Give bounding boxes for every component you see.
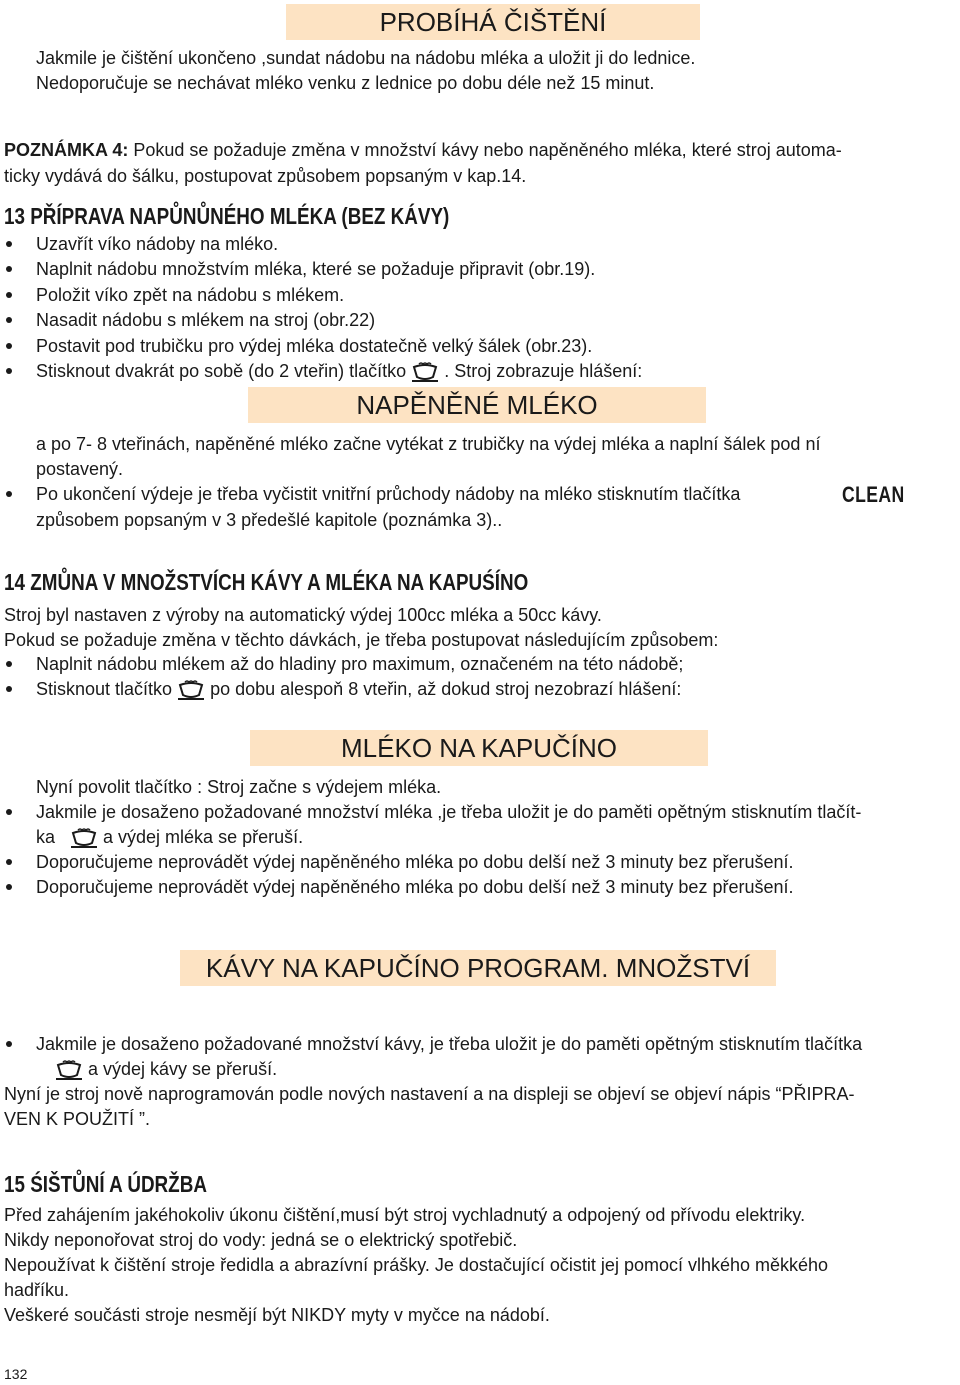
note-4-line-2: ticky vydává do šálku, postupovat způsobem popsaným v kap.14. — [4, 166, 527, 186]
section-13-after-box-2: postavený. — [36, 459, 124, 479]
section-14-bullet-1: Naplnit nádobu mlékem až do hladiny pro maximum, označeném na této nádobě; — [36, 654, 684, 674]
note-4-label: POZNÁMKA 4: — [4, 140, 129, 160]
program-bullet-1-cont — [36, 1057, 277, 1081]
section-13-bullet-6-text-b: . Stroj zobrazuje hlášení: — [444, 361, 643, 381]
program-quantity-status-box — [180, 950, 776, 986]
section-15-p1: Před zahájením jakéhokoliv úkonu čištění,musí být stroj vychladnutý a odpojený od přívodu elektriky. — [4, 1205, 806, 1225]
cappuccino-cup-icon — [410, 361, 440, 383]
cappuccino-cup-icon — [54, 1059, 84, 1081]
note-4-text: Pokud se požaduje změna v množství kávy nebo napěněného mléka, které stroj automa- — [128, 140, 842, 160]
cleaning-status-title: PROBÍHÁ ČIŠTĚNÍ — [379, 7, 607, 37]
section-15-p3a: Nepoužívat k čištění stroje ředidla a abrazívní prášky. Je dostačující očistit jej pomocí vlhkého měkkého — [4, 1255, 829, 1275]
program-quantity-status-title: KÁVY NA KAPUČÍNO PROGRAM. MNOŽSTVÍ — [205, 953, 751, 983]
program-p2: VEN K POUŽITÍ ”. — [4, 1109, 151, 1129]
section-13-bullet-1: Uzavřít víko nádoby na mléko. — [36, 234, 279, 254]
section-15-heading: 15 ŚIŠTŮNÍ A ÚDRŽBA — [4, 1171, 207, 1197]
section-15-p3b: hadříku. — [4, 1280, 70, 1300]
section-13-bullet-4: Nasadit nádobu s mlékem na stroj (obr.22) — [36, 310, 376, 330]
section-15-p4: Veškeré součásti stroje nesmějí být NIKDY myty v myčce na nádobí. — [4, 1305, 550, 1325]
section-14-bullet-2 — [36, 677, 681, 701]
page-number: 132 — [4, 1366, 28, 1382]
section-14-p3: Nyní povolit tlačítko : Stroj začne s výdejem mléka. — [36, 777, 442, 797]
section-13-bullet-7-cont: způsobem popsaným v 3 předešlé kapitole (poznámka 3).. — [36, 510, 503, 530]
frothed-milk-status-title: NAPĚNĚNÉ MLÉKO — [356, 390, 598, 420]
cleaning-line-1: Jakmile je čištění ukončeno ,sundat nádobu na nádobu mléka a uložit ji do lednice. — [36, 48, 696, 68]
section-13-heading: 13 PŘÍPRAVA NAPŮNŮNÉHO MLÉKA (BEZ KÁVY) — [4, 203, 450, 229]
program-bullet-1-text-b: a výdej kávy se přeruší. — [88, 1059, 278, 1079]
section-14-bullet-3-text-b2: a výdej mléka se přeruší. — [103, 827, 304, 847]
program-p1: Nyní je stroj nově naprogramován podle nových nastavení a na displeji se objeví se objeví nápis “PŘIPRA- — [4, 1084, 855, 1104]
section-14-bullet-5: Doporučujeme neprovádět výdej napěněného mléka po dobu delší než 3 minuty bez přerušení. — [36, 877, 794, 897]
section-14-bullet-3-cont — [36, 825, 303, 849]
section-13-bullet-6-text-a: Stisknout dvakrát po sobě (do 2 vteřin) tlačítko — [36, 361, 407, 381]
section-14-heading: 14 ZMŮNA V MNOŽSTVÍCH KÁVY A MLÉKA NA KAPUŚÍNO — [4, 569, 529, 595]
section-14-bullet-3-text-b1: ka — [36, 827, 56, 847]
section-13-bullet-5: Postavit pod trubičku pro výdej mléka dostatečně velký šálek (obr.23). — [36, 336, 593, 356]
section-14-bullet-3: Jakmile je dosaženo požadované množství mléka ,je třeba uložit je do paměti opětným stisknutím tlačít- — [36, 802, 862, 822]
section-15-p2: Nikdy neponořovat stroj do vody: jedná se o elektrický spotřebič. — [4, 1230, 518, 1250]
section-13-bullet-2: Naplnit nádobu množstvím mléka, které se požaduje připravit (obr.19). — [36, 259, 596, 279]
section-13-bullet-3: Položit víko zpět na nádobu s mlékem. — [36, 285, 345, 305]
cappuccino-cup-icon — [69, 827, 99, 849]
clean-button-label: CLEAN — [842, 482, 905, 507]
section-13-after-box-1: a po 7- 8 vteřinách, napěněné mléko začne vytékat z trubičky na výdej mléka a naplní šálek pod ní — [36, 434, 821, 454]
note-4-line-1 — [4, 138, 842, 162]
section-14-bullet-2-text-b: po dobu alespoň 8 vteřin, až dokud stroj nezobrazí hlášení: — [210, 679, 682, 699]
cleaning-line-2: Nedoporučuje se nechávat mléko venku z lednice po dobu déle než 15 minut. — [36, 73, 655, 93]
section-13-bullet-7: Po ukončení výdeje je třeba vyčistit vnitřní průchody nádoby na mléko stisknutím tlačítka — [36, 484, 741, 504]
cleaning-status-box — [286, 4, 700, 40]
frothed-milk-status-box — [248, 387, 706, 423]
milk-cappuccino-status-box — [250, 730, 708, 766]
cappuccino-cup-icon — [176, 679, 206, 701]
milk-cappuccino-status-title: MLÉKO NA KAPUČÍNO — [341, 733, 617, 763]
program-bullet-1: Jakmile je dosaženo požadované množství kávy, je třeba uložit je do paměti opětným stisknutím tlačítka — [36, 1034, 863, 1054]
section-14-p2: Pokud se požaduje změna v těchto dávkách, je třeba postupovat následujícím způsobem: — [4, 630, 719, 650]
section-13-bullet-6 — [36, 359, 642, 383]
section-14-bullet-4: Doporučujeme neprovádět výdej napěněného mléka po dobu delší než 3 minuty bez přerušení. — [36, 852, 794, 872]
section-14-p1: Stroj byl nastaven z výroby na automatický výdej 100cc mléka a 50cc kávy. — [4, 605, 602, 625]
section-14-bullet-2-text-a: Stisknout tlačítko — [36, 679, 173, 699]
